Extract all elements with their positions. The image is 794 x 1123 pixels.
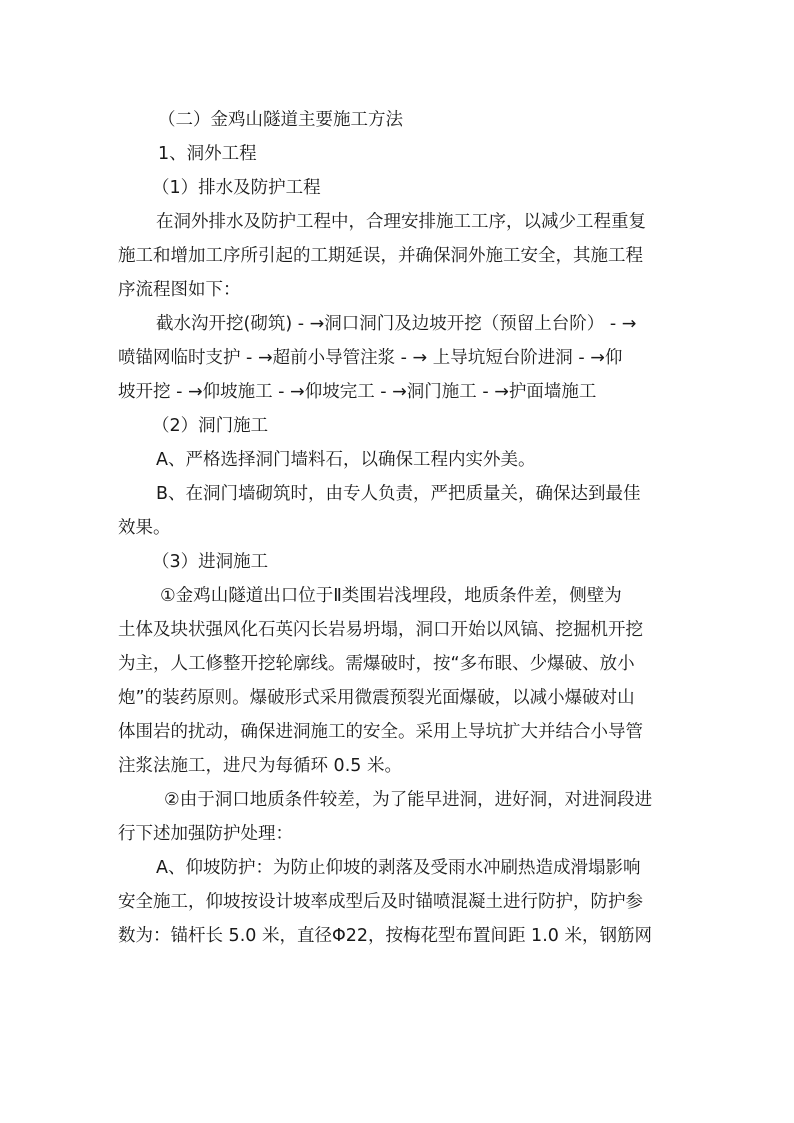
text-line: 土体及块状强风化石英闪长岩易坍塌，洞口开始以风镐、挖掘机开挖: [118, 620, 643, 640]
text-line: ①金鸡山隧道出口位于Ⅱ类围岩浅埋段，地质条件差，侧壁为: [160, 586, 622, 606]
flow-line: 喷锚网临时支护 - →超前小导管注浆 - → 上导坑短台阶进洞 - →仰: [118, 348, 623, 368]
subsection-1-title: （1）排水及防护工程: [152, 178, 321, 198]
text-line: ②由于洞口地质条件较差，为了能早进洞，进好洞，对进洞段进: [164, 790, 653, 810]
section-heading: （二）金鸡山隧道主要施工方法: [158, 110, 403, 130]
subsection-2-title: （2）洞门施工: [152, 416, 269, 436]
text-line: 效果。: [118, 518, 171, 538]
text-line: 注浆法施工，进尺为每循环 0.5 米。: [118, 756, 402, 776]
paragraph-tunnel-entry: [118, 579, 676, 783]
text-line: 施工和增加工序所引起的工期延误，并确保洞外施工安全，其施工程: [118, 246, 643, 266]
text-line: 序流程图如下：: [118, 280, 241, 300]
text-line: A、仰坡防护：为防止仰坡的剥落及受雨水冲刷热造成滑塌影响: [156, 858, 641, 878]
text-line: 为主，人工修整开挖轮廓线。需爆破时，按“多布眼、少爆破、放小: [118, 654, 635, 674]
subsection-3-title: （3）进洞施工: [152, 552, 269, 572]
item-b: [118, 477, 676, 545]
section-1-title: 1、洞外工程: [158, 144, 257, 164]
text-line: 数为：锚杆长 5.0 米，直径Φ22，按梅花型布置间距 1.0 米，钢筋网: [118, 926, 652, 946]
text-line: 安全施工，仰坡按设计坡率成型后及时锚喷混凝土进行防护，防护参: [118, 892, 643, 912]
process-flow: [118, 307, 676, 409]
text-line: 行下述加强防护处理：: [118, 824, 293, 844]
flow-line: 坡开挖 - →仰坡施工 - →仰坡完工 - →洞门施工 - →护面墙施工: [118, 382, 597, 402]
document-page: [118, 103, 676, 953]
paragraph-reinforcement: [118, 783, 676, 851]
paragraph-slope-protection: [118, 851, 676, 953]
paragraph-drainage: [118, 205, 676, 307]
item-a-text: A、严格选择洞门墙料石，以确保工程内实外美。: [156, 450, 536, 470]
flow-line: 截水沟开挖(砌筑) - →洞口洞门及边坡开挖（预留上台阶） - →: [156, 314, 637, 334]
text-line: 炮”的装药原则。爆破形式采用微震预裂光面爆破，以减小爆破对山: [118, 688, 635, 708]
text-line: 在洞外排水及防护工程中，合理安排施工工序，以减少工程重复: [156, 212, 646, 232]
text-line: 体围岩的扰动，确保进洞施工的安全。采用上导坑扩大并结合小导管: [118, 722, 643, 742]
text-line: B、在洞门墙砌筑时，由专人负责，严把质量关，确保达到最佳: [156, 484, 641, 504]
